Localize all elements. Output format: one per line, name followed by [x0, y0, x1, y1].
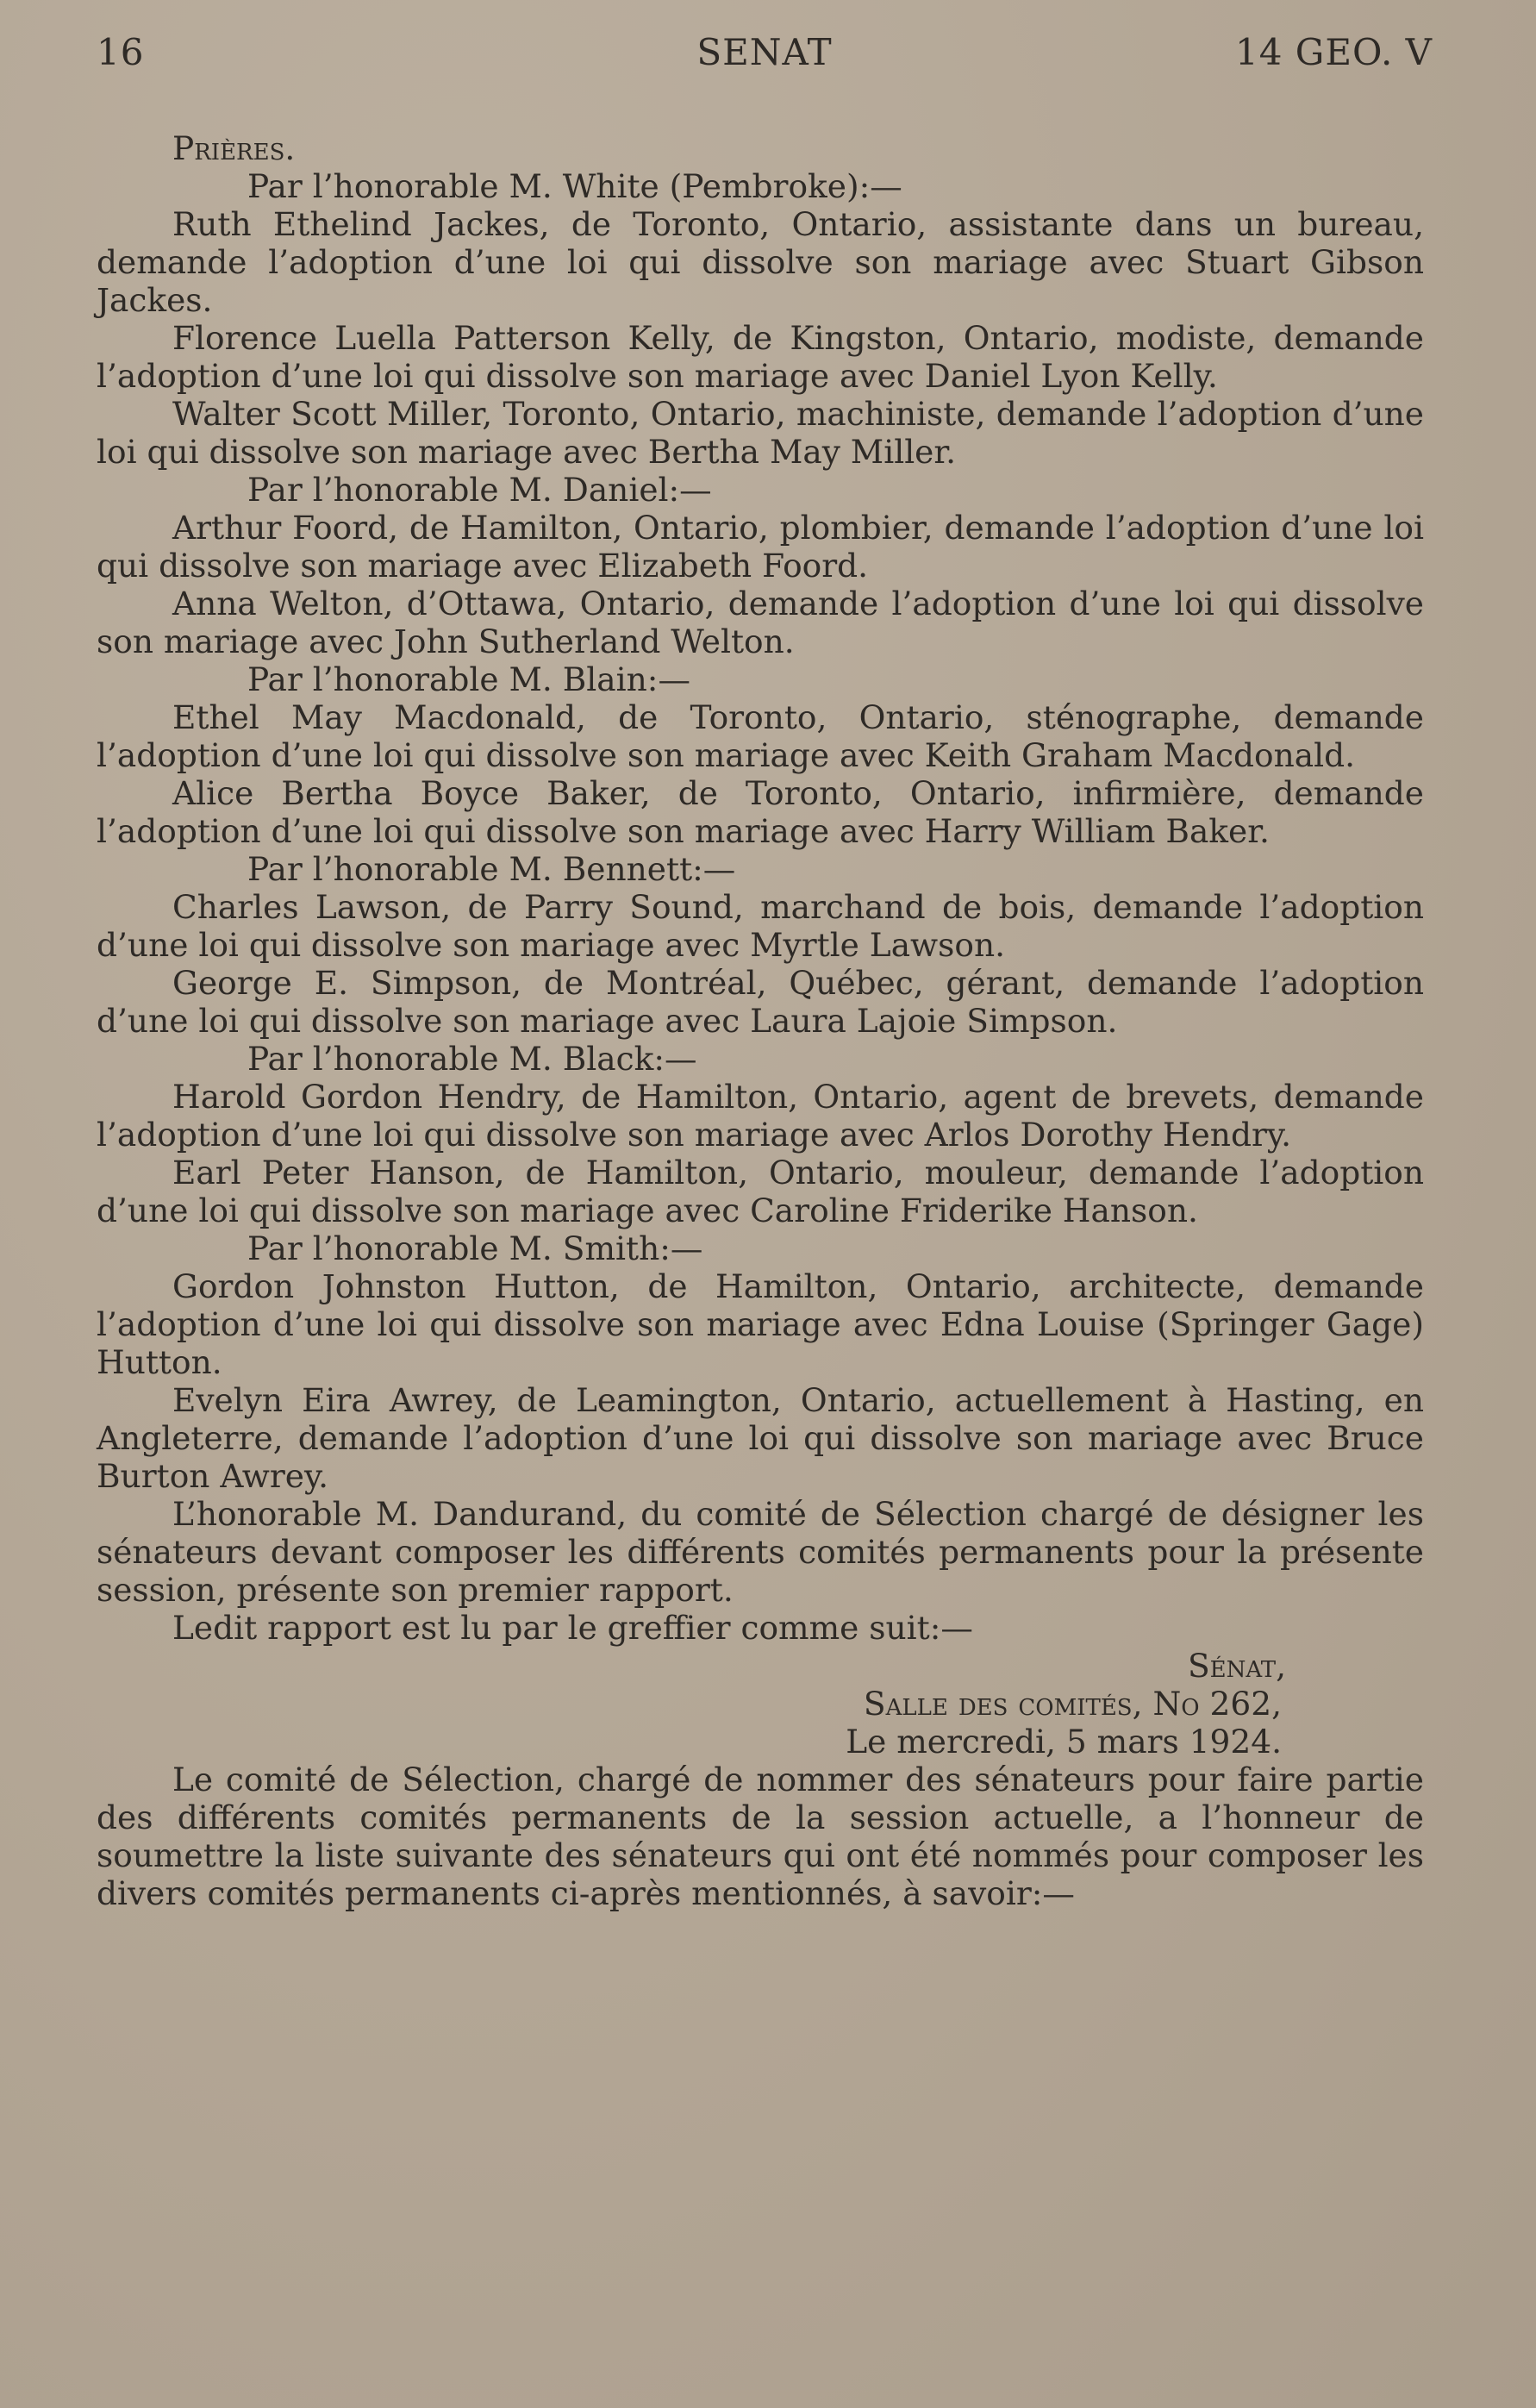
petition-paragraph: Arthur Foord, de Hamilton, Ontario, plombier, demande l’adoption d’une loi qui dissolve son mariage avec Elizabeth Foord.	[97, 509, 1424, 585]
signature-date: Le mercredi, 5 mars 1924.	[846, 1723, 1282, 1761]
petition-paragraph: Ethel May Macdonald, de Toronto, Ontario, sténographe, demande l’adoption d’une loi qui dissolve son mariage avec Keith Graham Macdonald.	[97, 698, 1424, 774]
petition-paragraph: Harold Gordon Hendry, de Hamilton, Ontario, agent de brevets, demande l’adoption d’une loi qui dissolve son mariage avec Arlos Dorothy Hendry.	[97, 1078, 1424, 1154]
sponsor-line: Par l’honorable M. Blain:—	[247, 660, 690, 698]
header-regnal-year: 14 GEO. V	[1234, 31, 1433, 73]
signature-senat: Sénat,	[1187, 1647, 1286, 1685]
petition-paragraph: Ruth Ethelind Jackes, de Toronto, Ontario, assistante dans un bureau, demande l’adoption d’une loi qui dissolve son mariage avec Stuart Gibson Jackes.	[97, 205, 1424, 319]
petition-paragraph: Earl Peter Hanson, de Hamilton, Ontario, mouleur, demande l’adoption d’une loi qui dissolve son mariage avec Caroline Friderike Hanson.	[97, 1154, 1424, 1229]
sponsor-line: Par l’honorable M. Bennett:—	[247, 850, 736, 888]
petition-paragraph: Anna Welton, d’Ottawa, Ontario, demande l’adoption d’une loi qui dissolve son mariage avec John Sutherland Welton.	[97, 585, 1424, 660]
petition-paragraph: Florence Luella Patterson Kelly, de Kingston, Ontario, modiste, demande l’adoption d’une loi qui dissolve son mariage avec Daniel Lyon Kelly.	[97, 319, 1424, 395]
sponsor-line: Par l’honorable M. Daniel:—	[247, 471, 712, 509]
petition-paragraph: Charles Lawson, de Parry Sound, marchand de bois, demande l’adoption d’une loi qui dissolve son mariage avec Myrtle Lawson.	[97, 888, 1424, 964]
petition-paragraph: George E. Simpson, de Montréal, Québec, gérant, demande l’adoption d’une loi qui dissolve son mariage avec Laura Lajoie Simpson.	[97, 964, 1424, 1040]
sponsor-line: Par l’honorable M. Black:—	[247, 1040, 697, 1078]
signature-salle: Salle des comités, No 262,	[863, 1685, 1282, 1723]
sponsor-line: Par l’honorable M. Smith:—	[247, 1229, 703, 1267]
dandurand-paragraph: L’honorable M. Dandurand, du comité de Sélection chargé de désigner les sénateurs devant composer les différents comités permanents pour la présente session, présente son premier rapport.	[97, 1495, 1424, 1609]
petition-paragraph: Evelyn Eira Awrey, de Leamington, Ontario, actuellement à Hasting, en Angleterre, demande l’adoption d’une loi qui dissolve son mariage avec Bruce Burton Awrey.	[97, 1381, 1424, 1495]
sponsor-line: Par l’honorable M. White (Pembroke):—	[247, 167, 902, 205]
closing-paragraph: Le comité de Sélection, chargé de nommer des sénateurs pour faire partie des différents comités permanents de la session actuelle, a l’honneur de soumettre la liste suivante des sénateurs qui ont été nommés pour composer les divers comités permanents ci-après mentionnés, à savoir:—	[97, 1761, 1424, 1912]
page-number: 16	[97, 31, 145, 73]
petition-paragraph: Gordon Johnston Hutton, de Hamilton, Ontario, architecte, demande l’adoption d’une loi qui dissolve son mariage avec Edna Louise (Springer Gage) Hutton.	[97, 1267, 1424, 1381]
header-title: SENAT	[696, 31, 833, 73]
petition-paragraph: Alice Bertha Boyce Baker, de Toronto, Ontario, infirmière, demande l’adoption d’une loi qui dissolve son mariage avec Harry William Baker.	[97, 774, 1424, 850]
section-heading-prieres: Prières.	[172, 129, 296, 167]
ledit-paragraph: Ledit rapport est lu par le greffier comme suit:—	[172, 1609, 973, 1647]
page-body	[97, 129, 1424, 1912]
petition-paragraph: Walter Scott Miller, Toronto, Ontario, machiniste, demande l’adoption d’une loi qui dissolve son mariage avec Bertha May Miller.	[97, 395, 1424, 471]
page-header	[97, 31, 1433, 73]
